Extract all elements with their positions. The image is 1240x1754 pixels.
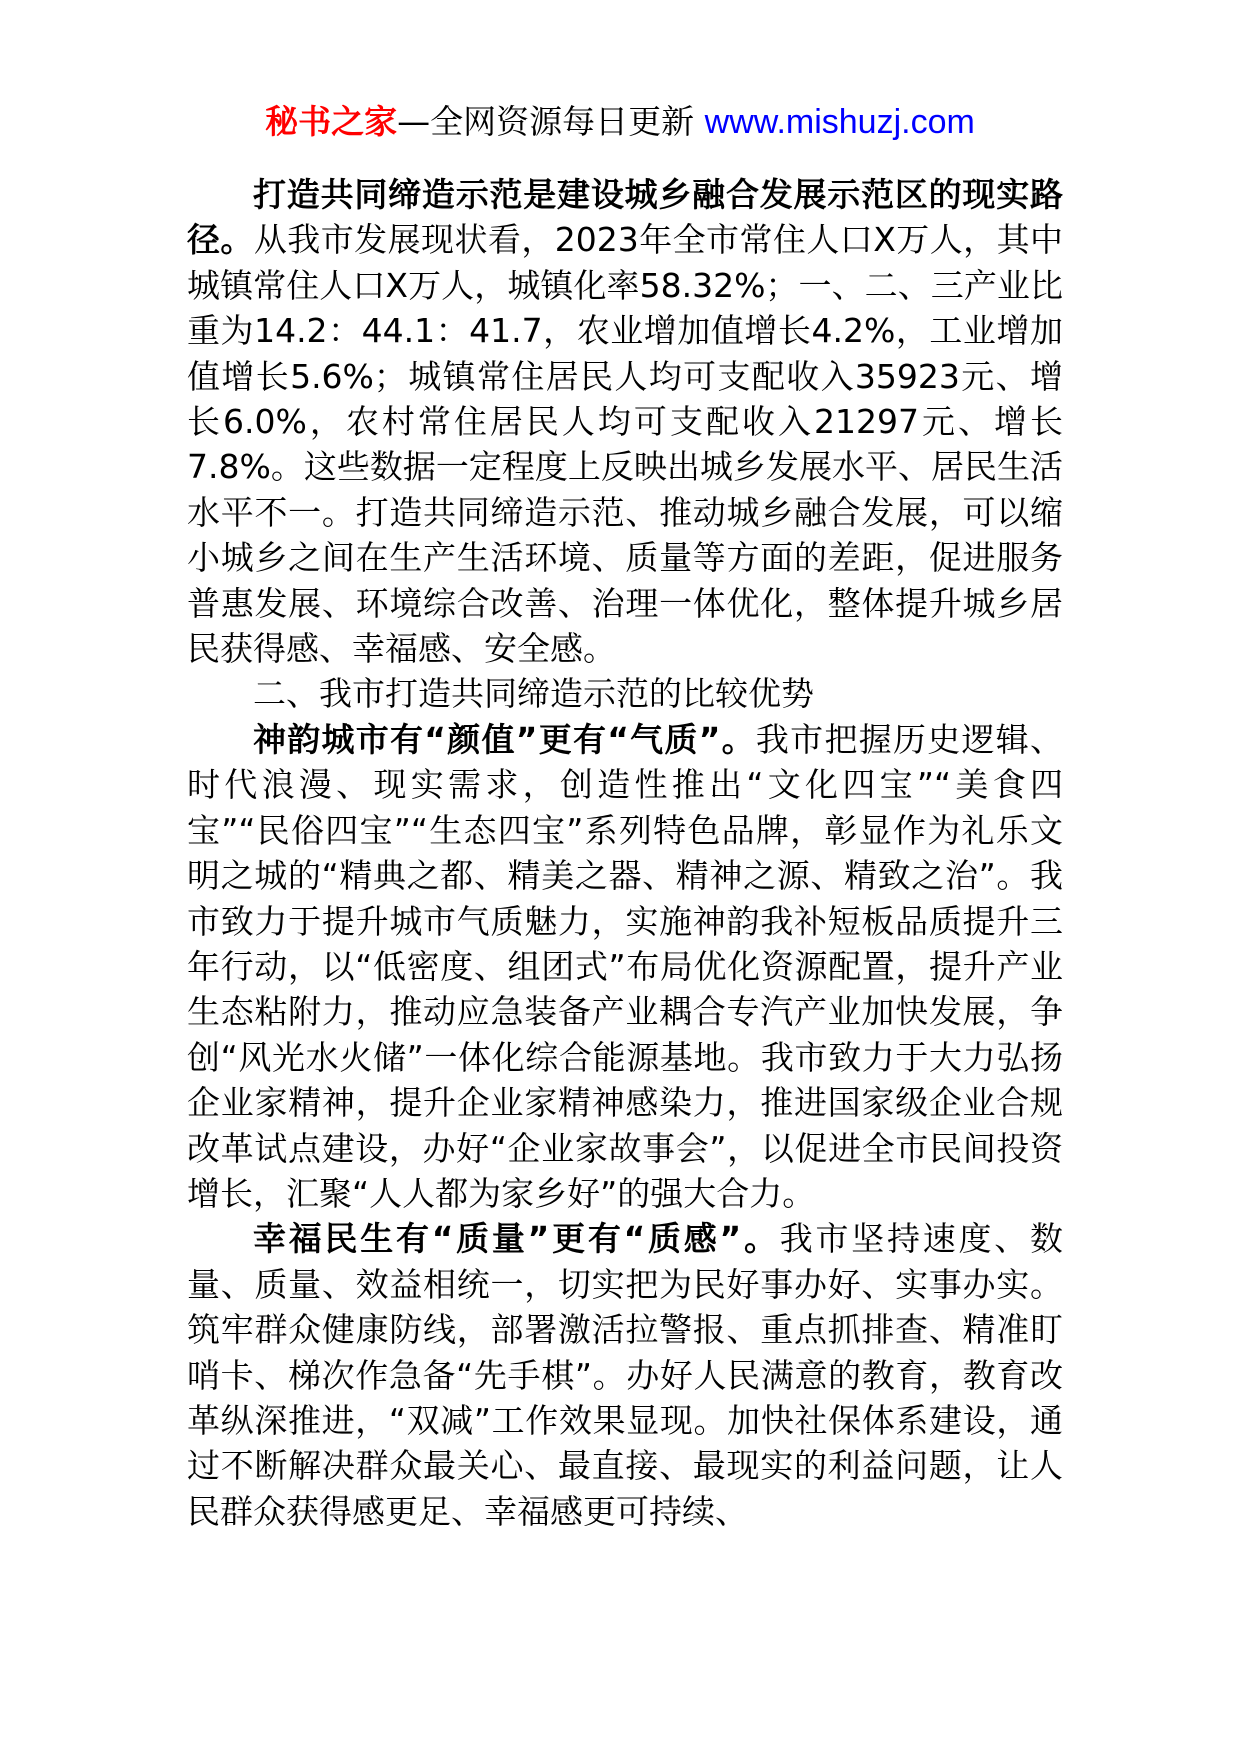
- paragraph-urbanization: [187, 172, 1063, 671]
- site-header: [0, 96, 1240, 148]
- site-brand: 秘书之家: [265, 102, 398, 141]
- paragraph-text: 从我市发展现状看，2023年全市常住人口X万人，其中城镇常住人口X万人，城镇化率58.32%；一、二、三产业比重为14.2：44.1：41.7，农业增加值增长4.2%，工业增加值增长5.6%；城镇常住居民人均可支配收入35923元、增长6.0%，农村常住居民人均可支配收入21297元、增长7.8%。这些数据一定程度上反映出城乡发展水平、居民生活水平不一。打造共同缔造示范、推动城乡融合发展，可以缩小城乡之间在生产生活环境、质量等方面的差距，促进服务普惠发展、环境综合改善、治理一体优化，整体提升城乡居民获得感、幸福感、安全感。: [187, 220, 1064, 669]
- paragraph-lead: 幸福民生有“质量”更有“质感”。: [253, 1219, 780, 1259]
- site-url[interactable]: www.mishuzj.com: [704, 103, 975, 141]
- paragraph-lead: 打造共同缔造示范是建设城乡融合发展示范区的现实路径。: [187, 175, 1063, 260]
- paragraph-text: 我市坚持速度、数量、质量、效益相统一，切实把为民好事办好、实事办实。筑牢群众健康防线，部署激活拉警报、重点抓排查、精准盯哨卡、梯次作急备“先手棋”。办好人民满意的教育，教育改革纵深推进，“双减”工作效果显现。加快社保体系建设，通过不断解决群众最关心、最直接、最现实的利益问题，让人民群众获得感更足、幸福感更可持续、: [187, 1219, 1063, 1531]
- site-tagline: —全网资源每日更新: [397, 102, 705, 141]
- paragraph-city-charm: [187, 717, 1063, 1216]
- paragraph-livelihood: [187, 1216, 1063, 1534]
- paragraph-text: 我市把握历史逻辑、时代浪漫、现实需求，创造性推出“文化四宝”“美食四宝”“民俗四宝”“生态四宝”系列特色品牌，彰显作为礼乐文明之城的“精典之都、精美之器、精神之源、精致之治”。我市致力于提升城市气质魅力，实施神韵我补短板品质提升三年行动，以“低密度、组团式”布局优化资源配置，提升产业生态粘附力，推动应急装备产业耦合专汽产业加快发展，争创“风光水火储”一体化综合能源基地。我市致力于大力弘扬企业家精神，提升企业家精神感染力，推进国家级企业合规改革试点建设，办好“企业家故事会”，以促进全市民间投资增长，汇聚“人人都为家乡好”的强大合力。: [187, 719, 1063, 1213]
- document-body: [187, 172, 1063, 1534]
- section-heading-text: 二、我市打造共同缔造示范的比较优势: [253, 674, 814, 714]
- paragraph-lead: 神韵城市有“颜值”更有“气质”。: [253, 719, 756, 759]
- section-heading-advantages: [187, 671, 1063, 716]
